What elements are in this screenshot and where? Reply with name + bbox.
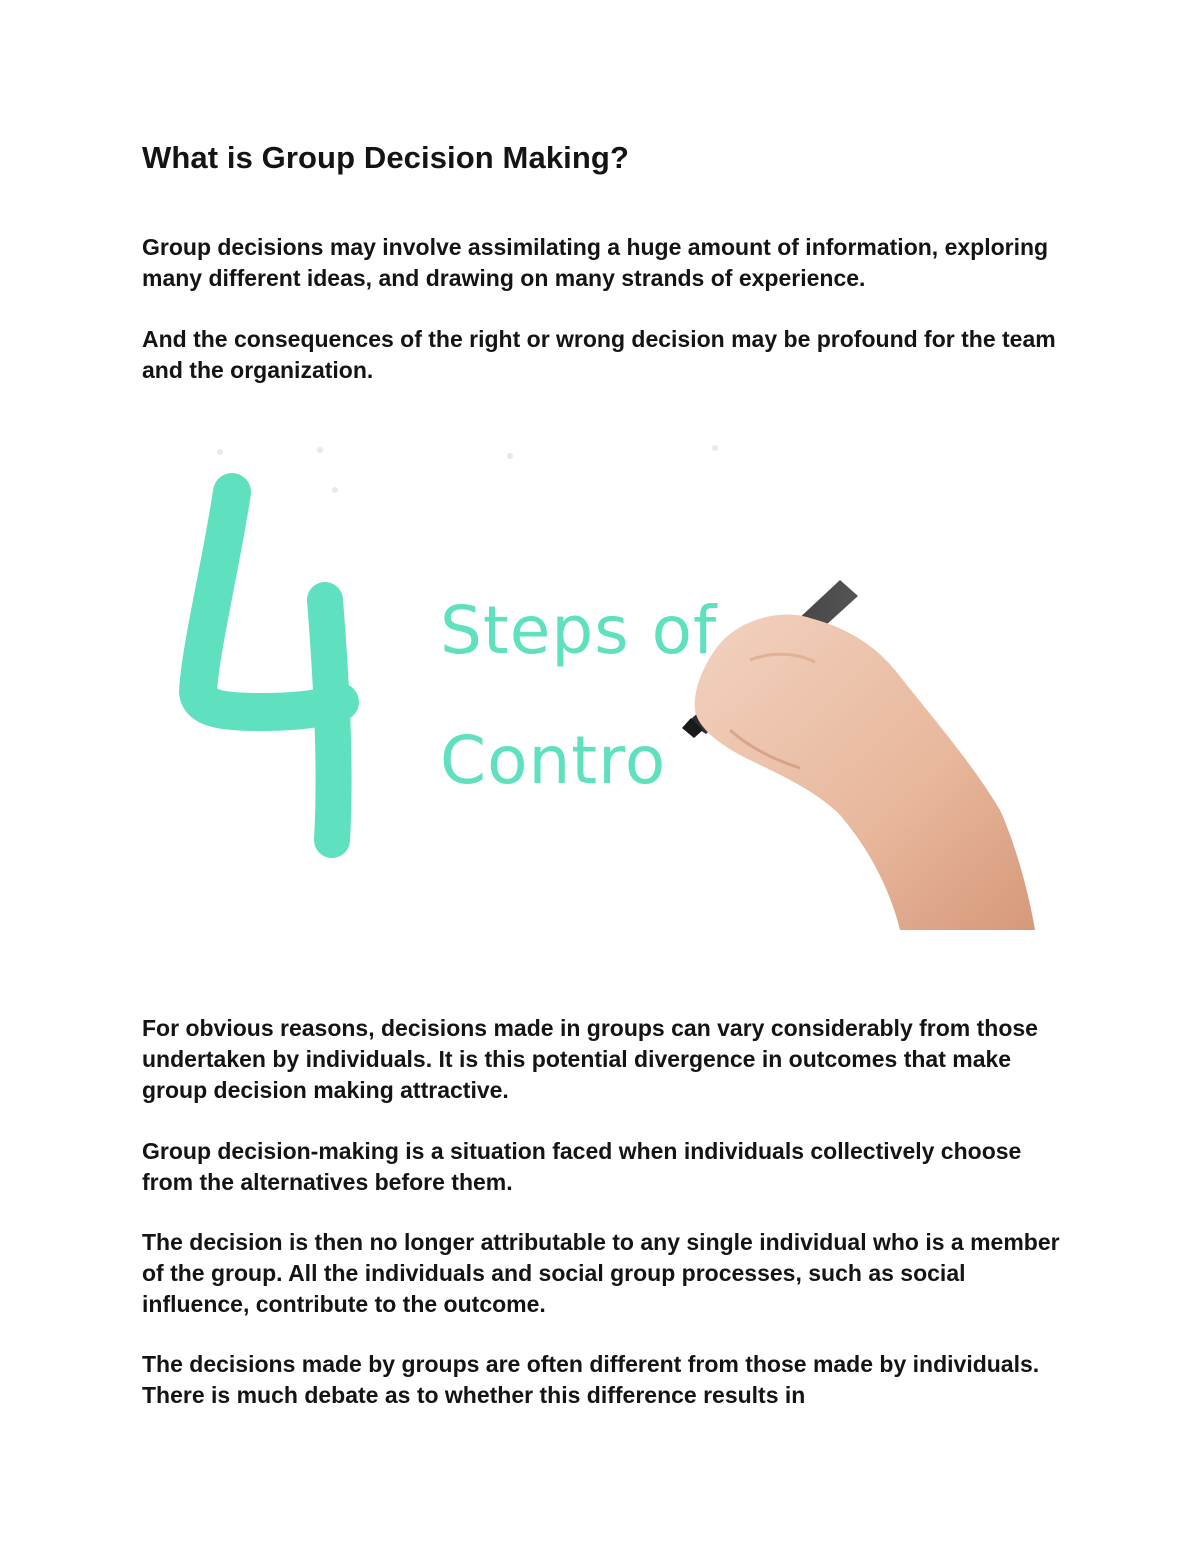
faint-marks xyxy=(217,445,718,493)
page-title: What is Group Decision Making? xyxy=(142,140,629,175)
paragraph-intro: Group decisions may involve assimilating a huge amount of information, exploring many different ideas, and drawing on many strands of experience. xyxy=(142,234,1049,291)
whiteboard-illustration xyxy=(150,430,1050,940)
hand-holding-marker-icon xyxy=(682,580,1035,930)
paragraph-attribution: The decision is then no longer attributable to any single individual who is a member of the group. All the individuals and social group processes, such as social influence, contribute to the outcome. xyxy=(142,1229,1060,1317)
illustration-line-1: Steps of xyxy=(440,592,718,669)
paragraph-divergence: For obvious reasons, decisions made in groups can vary considerably from those undertaken by individuals. It is this potential divergence in outcomes that make group decision making attractive. xyxy=(142,1015,1038,1103)
illustration-line-2: Contro xyxy=(440,722,667,799)
illustration-graphics xyxy=(150,430,1050,940)
big-number-four xyxy=(198,492,340,840)
paragraph-definition: Group decision-making is a situation faced when individuals collectively choose from the alternatives before them. xyxy=(142,1138,1022,1195)
paragraph-debate: The decisions made by groups are often different from those made by individuals. There is much debate as to whether this difference results in xyxy=(142,1351,1040,1408)
paragraph-consequences: And the consequences of the right or wrong decision may be profound for the team and the organization. xyxy=(142,326,1056,383)
